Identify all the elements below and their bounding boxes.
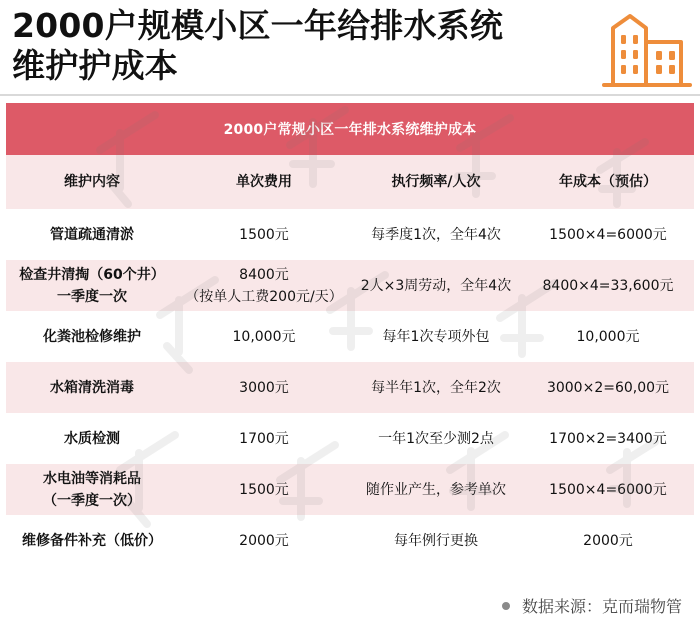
page-header <box>0 0 700 92</box>
table-title: 2000户常规小区一年排水系统维护成本 <box>6 103 694 155</box>
bullet-icon <box>502 602 510 610</box>
table-cell-item: 管道疏通清淤 <box>50 226 134 243</box>
table-row <box>6 209 694 260</box>
source-footer <box>502 594 682 617</box>
page-title-line-1: 2000户规模小区一年给排水系统 <box>12 6 504 45</box>
table-row <box>6 362 694 413</box>
table-cell-annual: 10,000元 <box>576 328 640 345</box>
table-cell-frequency: 每年例行更换 <box>394 532 478 549</box>
cost-table <box>6 103 694 558</box>
table-header-2: 单次费用 <box>236 174 292 190</box>
table-cell-annual: 1500×4=6000元 <box>549 226 667 243</box>
building-icon <box>602 4 692 92</box>
table-cell-annual: 3000×2=60,00元 <box>546 379 670 396</box>
table-cell-item-line-1: 检查井清掏（60个井） <box>19 266 165 283</box>
table-cell-cost: 3000元 <box>239 379 289 396</box>
table-cell-frequency: 每季度1次，全年4次 <box>371 226 501 243</box>
page-title-line-2: 维护护成本 <box>12 46 178 85</box>
table-cell-item-line-2: （一季度一次） <box>43 492 141 509</box>
table-cell-cost <box>178 264 350 308</box>
header-divider <box>0 94 700 96</box>
table-cell-item <box>6 264 178 308</box>
table-row <box>6 311 694 362</box>
table-row <box>6 260 694 311</box>
table-cell-annual: 8400×4=33,600元 <box>542 277 674 294</box>
table-header-4: 年成本（预估） <box>559 174 657 190</box>
table-header-1: 维护内容 <box>64 174 120 190</box>
table-header-row <box>6 155 694 209</box>
table-cell-item: 水质检测 <box>64 430 120 447</box>
table-cell-cost: 1700元 <box>239 430 289 447</box>
page-title <box>12 6 602 86</box>
table-cell-annual: 1500×4=6000元 <box>549 481 667 498</box>
table-cell-item: 化粪池检修维护 <box>43 328 141 345</box>
table-cell-item: 水箱清洗消毒 <box>50 379 134 396</box>
table-cell-item-line-2: 一季度一次 <box>57 288 127 305</box>
source-label: 数据来源：克而瑞物管 <box>521 597 682 616</box>
table-cell-cost: 2000元 <box>239 532 289 549</box>
table-cell-annual: 1700×2=3400元 <box>549 430 667 447</box>
table-cell-item-line-1: 水电油等消耗品 <box>43 470 141 487</box>
table-cell-cost: 1500元 <box>239 481 289 498</box>
table-header-3: 执行频率/人次 <box>391 174 481 190</box>
table-cell-frequency: 2人×3周劳动，全年4次 <box>360 277 512 294</box>
table-row <box>6 515 694 566</box>
table-cell-annual: 2000元 <box>583 532 633 549</box>
table-cell-cost: 10,000元 <box>232 328 296 345</box>
table-row <box>6 464 694 515</box>
table-cell-frequency: 每半年1次，全年2次 <box>371 379 501 396</box>
table-cell-cost: 1500元 <box>239 226 289 243</box>
table-cell-frequency: 一年1次至少测2点 <box>378 430 494 447</box>
table-cell-frequency: 随作业产生，参考单次 <box>366 481 506 498</box>
table-cell-item: 维修备件补充（低价） <box>22 532 162 549</box>
table-cell-cost-line-1: 8400元 <box>239 266 289 283</box>
table-cell-frequency: 每年1次专项外包 <box>382 328 490 345</box>
table-row <box>6 413 694 464</box>
table-cell-cost-line-2: （按单人工费200元/天） <box>185 288 343 305</box>
table-cell-item <box>6 468 178 512</box>
